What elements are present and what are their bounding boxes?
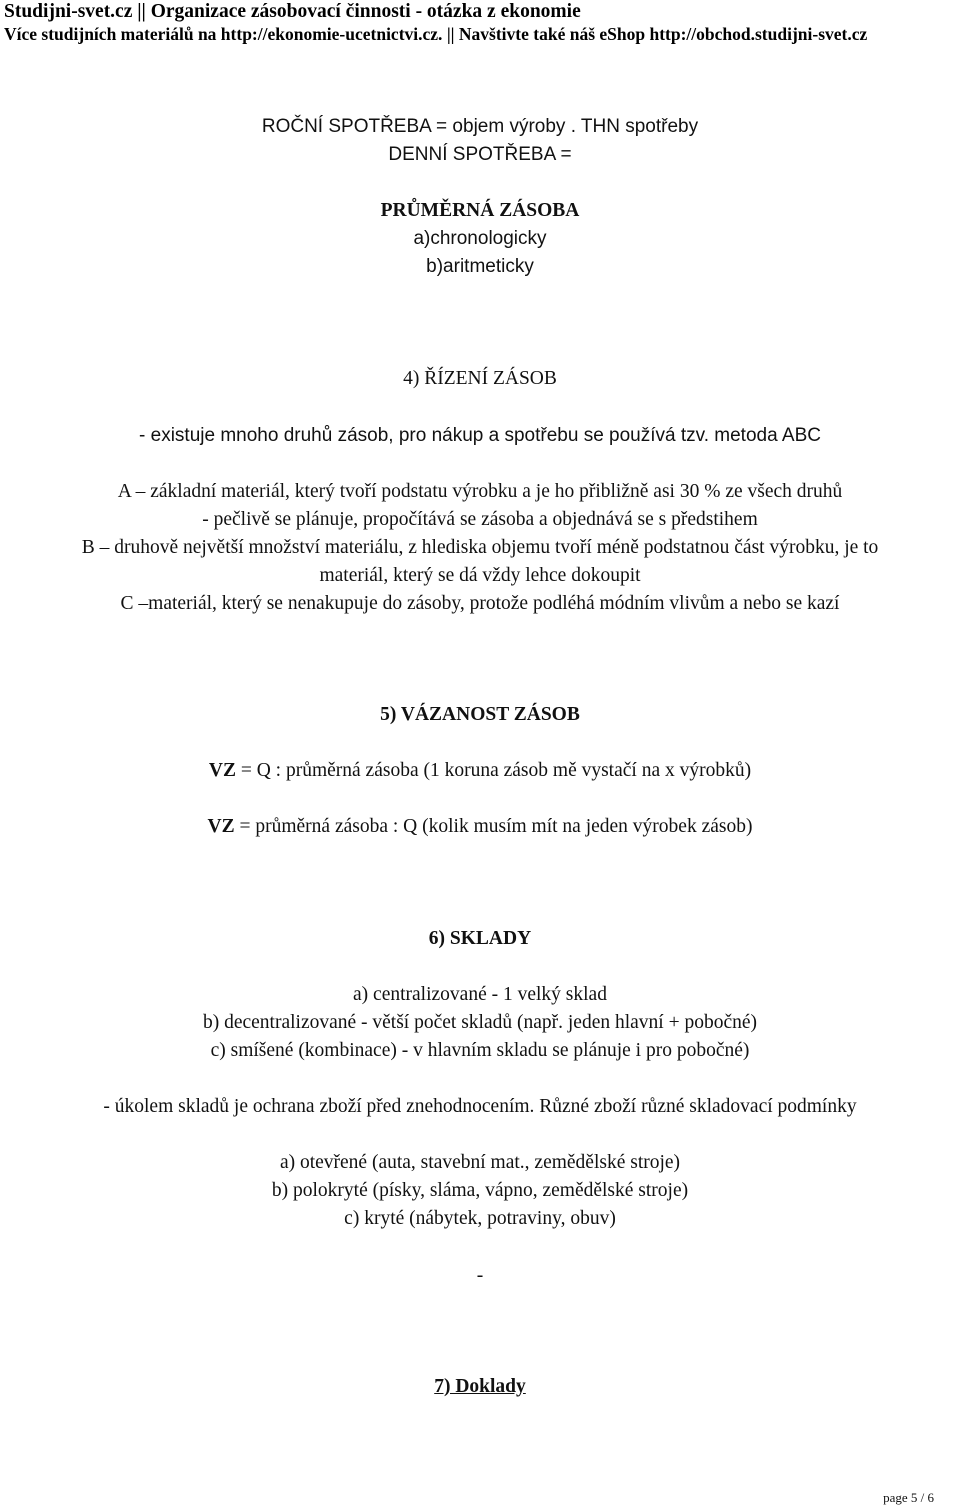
page-header xyxy=(4,0,960,45)
page-number: page 5 / 6 xyxy=(883,1490,934,1505)
storage-type-a: a) otevřené (auta, stavební mat., zemědělské stroje) xyxy=(279,1152,681,1173)
section-4-title: 4) ŘÍZENÍ ZÁSOB xyxy=(403,368,557,389)
warehouse-a: a) centralizované - 1 velký sklad xyxy=(353,984,607,1005)
abc-b-line-1: B – druhově největší množství materiálu, z hlediska objemu tvoří méně podstatnou část výrobku, je to xyxy=(81,537,879,558)
storage-type-c: c) kryté (nábytek, potraviny, obuv) xyxy=(344,1208,616,1229)
document-title: Organizace zásobovací činnosti - otázka z ekonomie xyxy=(150,1,581,22)
dash-separator: - xyxy=(476,1265,484,1286)
header-links-line xyxy=(4,23,960,45)
abc-a-line-2: - pečlivě se plánuje, propočítává se zásoba a objednává se s předstihem xyxy=(202,509,758,530)
section-4-intro: - existuje mnoho druhů zásob, pro nákup a spotřebu se používá tzv. metoda ABC xyxy=(139,425,821,446)
section-5-title: 5) VÁZANOST ZÁSOB xyxy=(380,704,580,725)
formula-vz-1 xyxy=(0,759,960,783)
annual-consumption: ROČNÍ SPOTŘEBA = objem výroby . THN spotřeby xyxy=(261,116,699,137)
header-separator-2: || xyxy=(446,24,455,44)
formula-vz-1-symbol: VZ xyxy=(208,760,236,781)
warehouse-c: c) smíšené (kombinace) - v hlavním skladu se plánuje i pro pobočné) xyxy=(210,1040,750,1061)
average-stock-title: PRŮMĚRNÁ ZÁSOBA xyxy=(380,200,580,221)
formula-vz-1-text: = Q : průměrná zásoba (1 koruna zásob mě vystačí na x výrobků) xyxy=(235,760,752,781)
average-stock-a: a)chronologicky xyxy=(413,228,547,249)
formula-vz-2-symbol: VZ xyxy=(207,816,235,837)
formula-vz-2-text: = průměrná zásoba : Q (kolik musím mít na jeden výrobek zásob) xyxy=(234,816,753,837)
header-link-eshop[interactable]: Navštivte také náš eShop http://obchod.studijni-svet.cz xyxy=(458,24,868,44)
storage-type-b: b) polokryté (písky, sláma, vápno, zemědělské stroje) xyxy=(271,1180,689,1201)
formula-vz-2 xyxy=(0,815,960,839)
header-separator: || xyxy=(137,1,146,22)
warehouse-b: b) decentralizované - větší počet skladů (např. jeden hlavní + pobočné) xyxy=(202,1012,758,1033)
section-7-title: 7) Doklady xyxy=(434,1376,526,1397)
abc-b-line-2: materiál, který se dá vždy lehce dokoupit xyxy=(319,565,641,586)
daily-consumption: DENNÍ SPOTŘEBA = xyxy=(388,144,572,165)
site-name: Studijni-svet.cz xyxy=(4,1,133,22)
abc-a-line-1: A – základní materiál, který tvoří podstatu výrobku a je ho přibližně asi 30 % ze všech druhů xyxy=(117,481,843,502)
header-title-line xyxy=(4,1,960,23)
section-6-title: 6) SKLADY xyxy=(428,928,532,949)
header-link-ekonomie[interactable]: Více studijních materiálů na http://ekonomie-ucetnictvi.cz. xyxy=(4,24,443,44)
warehouse-task: - úkolem skladů je ochrana zboží před znehodnocením. Různé zboží různé skladovací podmínky xyxy=(103,1096,857,1117)
average-stock-b: b)aritmeticky xyxy=(426,256,534,277)
abc-c-line: C –materiál, který se nenakupuje do zásoby, protože podléhá módním vlivům a nebo se kazí xyxy=(120,593,840,614)
